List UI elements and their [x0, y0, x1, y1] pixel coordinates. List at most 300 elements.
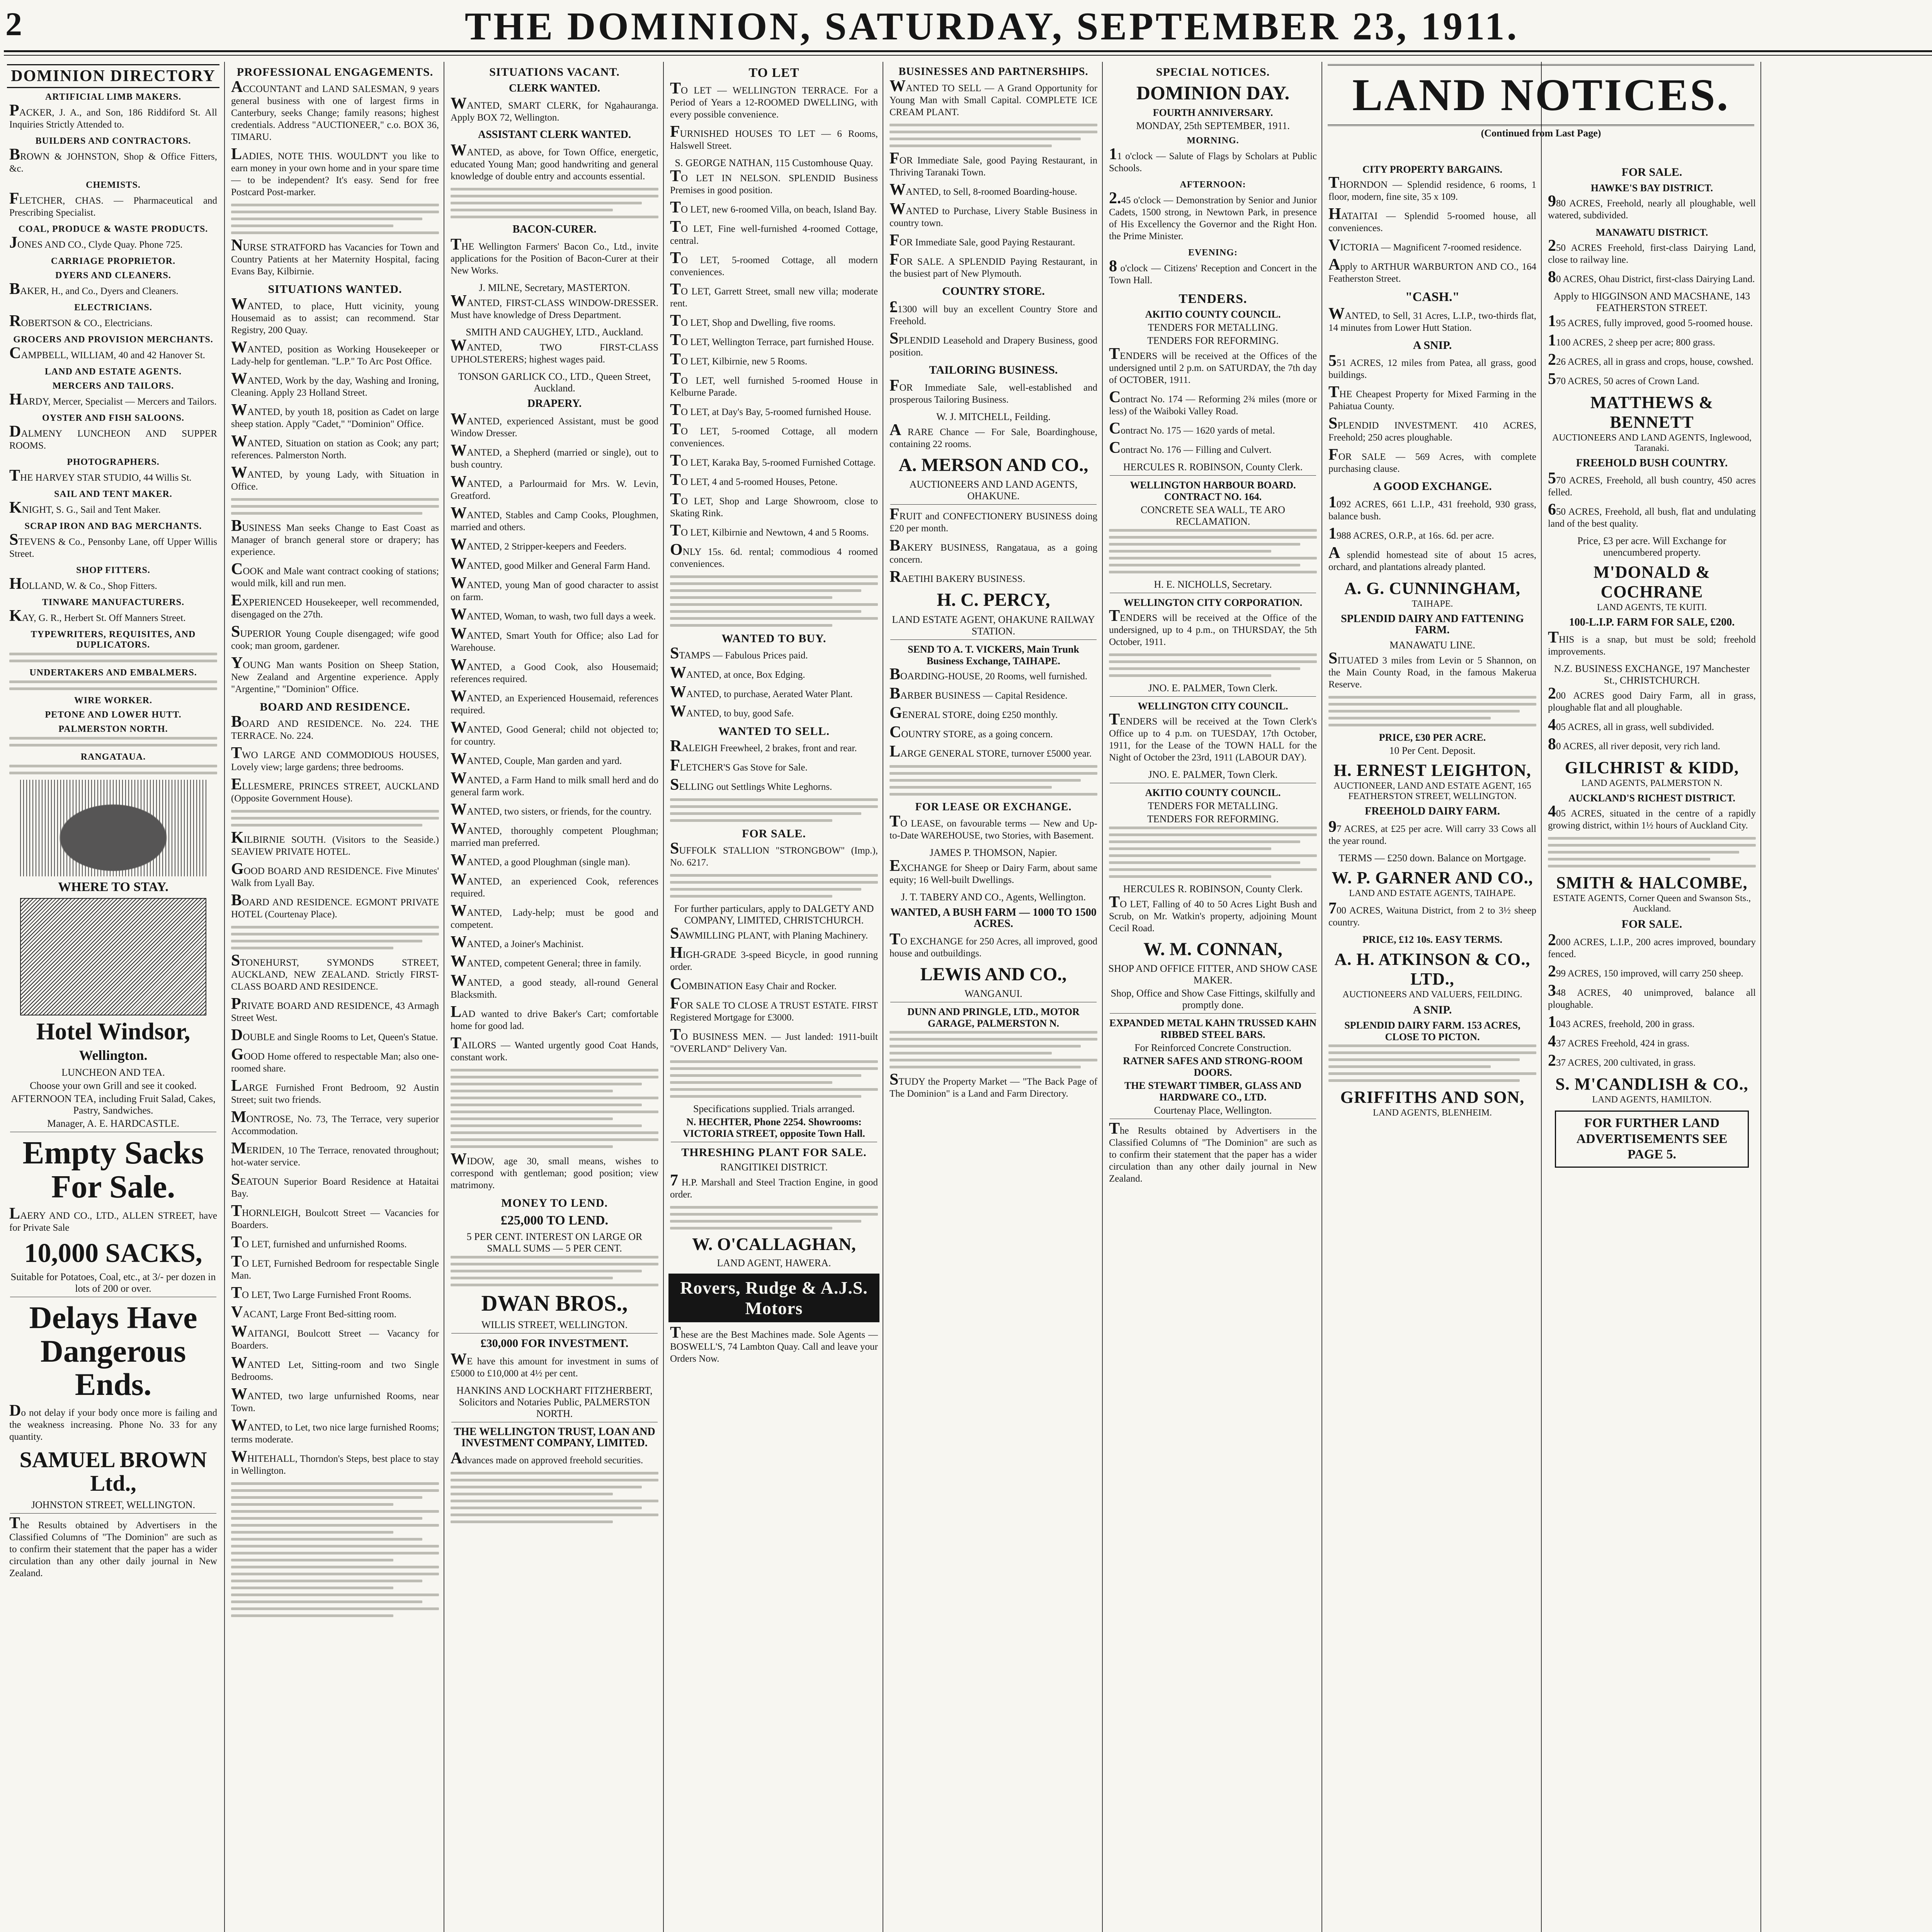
smith-halcombe-role: ESTATE AGENTS, Corner Queen and Swanson Sts., Auckland.: [1553, 893, 1751, 914]
business-ad: BOARDING-HOUSE, 20 Rooms, well furnished.: [889, 665, 1088, 683]
land-notices-title: LAND NOTICES.: [1328, 64, 1754, 126]
directory-category: DYERS AND CLEANERS.: [55, 270, 171, 281]
nz-business-exchange: N.Z. BUSINESS EXCHANGE, 197 Manchester St., CHRISTCHURCH.: [1554, 663, 1750, 686]
results-notice: The Results obtained by Advertisers in the Classified Columns of "The Dominion" are such as to confirm their statement that the paper has a wider circulation than any other daily journal in New Zealand.: [9, 1514, 217, 1578]
divider: [1110, 1013, 1316, 1014]
vacant-signature: SMITH AND CAUGHEY, LTD., Auckland.: [466, 327, 643, 338]
trust-heading: THE WELLINGTON TRUST, LOAN AND INVESTMENT COMPANY, LIMITED.: [454, 1425, 655, 1449]
text-lines: [9, 680, 217, 690]
vacant-ad: LAD wanted to drive Baker's Cart; comfortable home for good lad.: [451, 1003, 658, 1031]
directory-category: LAND AND ESTATE AGENTS.: [44, 367, 182, 377]
cash-heading: "CASH.": [1405, 290, 1460, 304]
land-ad: 437 ACRES Freehold, 424 in grass.: [1548, 1032, 1690, 1050]
afternoon-text: 2.45 o'clock — Demonstration by Senior and Junior Cadets, 1500 strong, in Newtown Park, in presence of His Excellency the Governor and the Right Hon. the Prime Minister.: [1109, 189, 1317, 242]
tailoring-heading: TAILORING BUSINESS.: [929, 363, 1058, 376]
divider: [1110, 475, 1316, 476]
vacant-ad: WANTED, a Joiner's Machinist.: [451, 933, 584, 951]
land-ad: 80 ACRES, Ohau District, first-class Dairying Land.: [1548, 268, 1755, 286]
vacant-heading: CLERK WANTED.: [509, 82, 600, 94]
page-number: 2: [5, 5, 22, 43]
wanted-to-buy-heading: WANTED TO BUY.: [721, 632, 827, 645]
matthews-bennett-role: AUCTIONEERS AND LAND AGENTS, Inglewood, Taranaki.: [1552, 432, 1752, 453]
vacant-ad: WANTED, as above, for Town Office, energetic, educated Young Man; good handwriting and general knowledge of double entry and accounts essential.: [451, 141, 658, 182]
land-ad: A splendid homestead site of about 15 acres, orchard, and plantations already planted.: [1328, 544, 1536, 572]
text-lines: [670, 575, 878, 627]
directory-category: SHOP FITTERS.: [76, 565, 150, 575]
text-lines: [231, 926, 439, 949]
directory-category: RANGATAUA.: [80, 752, 146, 762]
connan-name: W. M. CONNAN,: [1143, 939, 1282, 959]
land-ad: 570 ACRES, Freehold, all bush country, 450 acres felled.: [1548, 469, 1756, 498]
lewis-town: WANGANUI.: [964, 988, 1022, 999]
snip-heading: A SNIP.: [1413, 338, 1452, 352]
board-ad: TWO LARGE AND COMMODIOUS HOUSES, Lovely view; large gardens; three bedrooms.: [231, 744, 439, 772]
to-let-ad: TO LET, Kilbirnie, new 5 Rooms.: [670, 350, 808, 368]
freehold-bush-heading: FREEHOLD BUSH COUNTRY.: [1576, 457, 1728, 469]
board-ad: LARGE Furnished Front Bedroom, 92 Austin Street; suit two friends.: [231, 1077, 439, 1105]
dwan-bros-address: WILLIS STREET, WELLINGTON.: [481, 1319, 628, 1331]
dominion-day-date: MONDAY, 25th SEPTEMBER, 1911.: [1136, 120, 1290, 131]
masthead-rule: [4, 50, 1932, 52]
land-ad: THE Cheapest Property for Mixed Farming in the Pahiatua County.: [1328, 383, 1536, 412]
land-notices-header: [1324, 62, 1758, 155]
morning-text: 11 o'clock — Salute of Flags by Scholars at Public Schools.: [1109, 145, 1317, 173]
vacant-ad: WANTED, Lady-help; must be good and competent.: [451, 901, 658, 930]
gilchrist-kidd-role: LAND AGENTS, PALMERSTON N.: [1581, 778, 1723, 789]
vacant-ad: WANTED, 2 Stripper-keepers and Feeders.: [451, 535, 627, 553]
divider: [890, 639, 1097, 640]
land-ad: FOR SALE — 569 Acres, with complete purchasing clause.: [1328, 446, 1536, 474]
land-ad: 1092 ACRES, 661 L.I.P., 431 freehold, 930 grass, balance bush.: [1328, 493, 1536, 522]
board-residence-heading: BOARD AND RESIDENCE.: [260, 701, 410, 713]
text-lines: [231, 498, 439, 515]
manawatu-district: MANAWATU DISTRICT.: [1595, 226, 1708, 238]
board-ad: WANTED, to Let, two nice large furnished Rooms; terms moderate.: [231, 1417, 439, 1445]
text-lines: [231, 810, 439, 827]
land-ad: THIS is a snap, but must be sold; freehold improvements.: [1548, 629, 1756, 657]
evening-text: 8 o'clock — Citizens' Reception and Concert in the Town Hall.: [1109, 257, 1317, 286]
masthead: [0, 0, 1932, 58]
sell-ad: SELLING out Settlings White Leghorns.: [670, 776, 832, 794]
column-situations-vacant: [446, 62, 663, 1932]
text-lines: [670, 874, 878, 898]
dwan-bros-name: DWAN BROS.,: [481, 1291, 628, 1316]
board-ad: GOOD Home offered to respectable Man; also one-roomed share.: [231, 1046, 439, 1074]
nicholls-signature: H. E. NICHOLLS, Secretary.: [1154, 578, 1272, 590]
board-ad: GOOD BOARD AND RESIDENCE. Five Minutes' Walk from Lyall Bay.: [231, 860, 439, 888]
palmer-signature: JNO. E. PALMER, Town Clerk.: [1148, 769, 1278, 780]
to-let-ad: TO LET, well furnished 5-roomed House in Kelburne Parade.: [670, 370, 878, 398]
board-ad: TO LET, Two Large Furnished Front Rooms.: [231, 1284, 412, 1302]
directory-entry: KNIGHT, S. G., Sail and Tent Maker.: [9, 499, 161, 517]
samuel-brown-name: SAMUEL BROWN Ltd.,: [19, 1447, 207, 1496]
robinson-signature: HERCULES R. ROBINSON, County Clerk.: [1123, 883, 1303, 895]
connan-text: Shop, Office and Show Case Fittings, skilfully and promptly done.: [1111, 987, 1315, 1010]
vacant-ad: WANTED, a Parlourmaid for Mrs. W. Levin, Greatford.: [451, 473, 658, 501]
hotel-line: Manager, A. E. HARDCASTLE.: [47, 1117, 179, 1129]
vacant-ad: WANTED, TWO FIRST-CLASS UPHOLSTERERS; highest wages paid.: [451, 337, 658, 365]
thomson-signature: JAMES P. THOMSON, Napier.: [929, 847, 1058, 858]
leighton-role: AUCTIONEER, LAND AND ESTATE AGENT, 165 FEATHERSTON STREET, WELLINGTON.: [1333, 781, 1531, 802]
directory-entry: THE HARVEY STAR STUDIO, 44 Willis St.: [9, 467, 192, 485]
to-let-ad: ONLY 15s. 6d. rental; commodious 4 roomed conveniences.: [670, 541, 878, 569]
lewis-name: LEWIS AND CO.,: [920, 964, 1067, 985]
board-ad: MONTROSE, No. 73, The Terrace, very superior Accommodation.: [231, 1108, 439, 1136]
sacks-price: Suitable for Potatoes, Coal, etc., at 3/- per dozen in lots of 200 or over.: [10, 1271, 216, 1294]
sacks-text: LAERY AND CO., LTD., ALLEN STREET, have for Private Sale: [9, 1204, 217, 1233]
board-ad: STONEHURST, SYMONDS STREET, AUCKLAND, NEW ZEALAND. Strictly FIRST-CLASS BOARD AND RESIDENCE.: [231, 952, 439, 992]
akitio-council: AKITIO COUNTY COUNCIL.: [1145, 308, 1281, 320]
hotel-name: Hotel Windsor,: [36, 1018, 190, 1045]
samuel-brown-address: JOHNSTON STREET, WELLINGTON.: [31, 1499, 196, 1510]
text-lines: [231, 1482, 439, 1617]
mcdonald-cochrane-role: LAND AGENTS, TE KUITI.: [1597, 602, 1707, 612]
business-ad: BARBER BUSINESS — Capital Residence.: [889, 684, 1068, 702]
tenders-metalling: TENDERS FOR METALLING.: [1148, 800, 1278, 811]
percy-role: LAND ESTATE AGENT, OHAKUNE RAILWAY STATION.: [892, 614, 1095, 637]
directory-category: ARTIFICIAL LIMB MAKERS.: [45, 92, 182, 102]
wanted-ad: WANTED, Work by the day, Washing and Ironing, Cleaning. Apply 23 Holland Street.: [231, 370, 439, 398]
tenders-reforming: TENDERS FOR REFORMING.: [1147, 335, 1279, 346]
tender-ad: Contract No. 175 — 1620 yards of metal.: [1109, 419, 1275, 437]
text-lines: [1109, 653, 1317, 677]
hotel-line: Choose your own Grill and see it cooked.: [30, 1080, 197, 1091]
to-let-agent: S. GEORGE NATHAN, 115 Customhouse Quay.: [675, 157, 873, 168]
merson-role: AUCTIONEERS AND LAND AGENTS, OHAKUNE.: [909, 479, 1078, 502]
city-corporation-heading: WELLINGTON CITY CORPORATION.: [1123, 597, 1303, 608]
sacks-quantity: 10,000 SACKS,: [24, 1238, 202, 1268]
vacant-heading: ASSISTANT CLERK WANTED.: [478, 129, 631, 141]
wanted-to-sell-heading: WANTED TO SELL.: [718, 725, 830, 738]
business-ad: FOR SALE. A SPLENDID Paying Restaurant, in the busiest part of New Plymouth.: [889, 251, 1097, 279]
money-to-lend-heading: MONEY TO LEND.: [501, 1196, 608, 1209]
vacant-signature: J. MILNE, Secretary, MASTERTON.: [479, 282, 630, 294]
sale-ad: HIGH-GRADE 3-speed Bicycle, in good running order.: [670, 944, 878, 972]
city-council-text: TENDERS will be received at the Town Clerk's Office up to 4 p.m. on TUESDAY, 17th October, 1911, for the Lease of the TOWN HALL for the Night of October the 23rd, 1911 (LABOUR DAY).: [1109, 710, 1317, 763]
dominion-day-heading: DOMINION DAY.: [1136, 82, 1290, 104]
city-corporation-text: TENDERS will be received at the Office of the undersigned, up to 4 p.m., on THURSDAY, the 5th October, 1911.: [1109, 607, 1317, 647]
land-ad: 195 ACRES, fully improved, good 5-roomed house.: [1548, 312, 1753, 330]
directory-entry: HARDY, Mercer, Specialist — Mercers and Tailors.: [9, 391, 217, 408]
board-ad: BOARD AND RESIDENCE. EGMONT PRIVATE HOTEL (Courtenay Place).: [231, 891, 439, 920]
land-ad: 299 ACRES, 150 improved, will carry 250 sheep.: [1548, 962, 1743, 980]
sale-ad: TO BUSINESS MEN. — Just landed: 1911-built "OVERLAND" Delivery Van.: [670, 1026, 878, 1054]
directory-category: TINWARE MANUFACTURERS.: [42, 597, 185, 607]
vacant-ad: WANTED, an experienced Cook, references required.: [451, 870, 658, 899]
directory-category: COAL, PRODUCE & WASTE PRODUCTS.: [18, 224, 208, 234]
mcdonald-cochrane-name: M'DONALD & COCHRANE: [1593, 562, 1711, 601]
directory-category: PHOTOGRAPHERS.: [67, 457, 160, 467]
vacant-ad: WANTED, a Good Cook, also Housemaid; references required.: [451, 656, 658, 684]
to-let-ad: TO LET, Shop and Large Showroom, close to Skating Rink.: [670, 490, 878, 519]
business-ad: WANTED to Purchase, Livery Stable Business in country town.: [889, 200, 1097, 228]
land-ad: 200 ACRES good Dairy Farm, all in grass, ploughable flat and all ploughable.: [1548, 685, 1756, 713]
business-ad: FOR Immediate Sale, good Paying Restaurant, in Thriving Taranaki Town.: [889, 150, 1097, 178]
snip-heading: A SNIP.: [1413, 1003, 1452, 1016]
directory-entry: CAMPBELL, WILLIAM, 40 and 42 Hanover St.: [9, 344, 205, 362]
vacant-ad: WANTED, Woman, to wash, two full days a week.: [451, 605, 656, 623]
directory-entry: BAKER, H., and Co., Dyers and Cleaners.: [9, 280, 179, 298]
land-ad: 1988 ACRES, O.R.P., at 16s. 6d. per acre.: [1328, 524, 1494, 543]
vacant-ad: WANTED, two sisters, or friends, for the country.: [451, 800, 652, 818]
business-ad: BAKERY BUSINESS, Rangataua, as a going concern.: [889, 537, 1097, 565]
sale-note: Specifications supplied. Trials arranged.: [693, 1103, 855, 1114]
dairy-deposit: 10 Per Cent. Deposit.: [1389, 745, 1476, 757]
vacant-ad: WANTED, good Milker and General Farm Hand.: [451, 554, 650, 573]
column-special-notices: [1104, 62, 1321, 1932]
expanded-metal-heading: EXPANDED METAL KAHN TRUSSED KAHN RIBBED STEEL BARS.: [1109, 1017, 1316, 1040]
land-ad: 348 ACRES, 40 unimproved, balance all ploughable.: [1548, 981, 1756, 1010]
hotel-windsor-illustration: [20, 898, 206, 1015]
lend-text: 5 PER CENT. INTEREST ON LARGE OR SMALL SUMS — 5 PER CENT.: [466, 1231, 643, 1254]
to-let-ad: TO LET, Karaka Bay, 5-roomed Furnished Cottage.: [670, 452, 876, 469]
for-sale-heading: FOR SALE.: [1621, 918, 1682, 931]
further-land-ads-notice: FOR FURTHER LAND ADVERTISEMENTS SEE PAGE 5.: [1555, 1111, 1749, 1168]
anniversary: FOURTH ANNIVERSARY.: [1153, 107, 1273, 118]
stewart-address: Courtenay Place, Wellington.: [1154, 1104, 1272, 1116]
rovers-text: These are the Best Machines made. Sole Agents — BOSWELL'S, 74 Lambton Quay. Call and leave your Orders Now.: [670, 1324, 878, 1364]
business-signature: W. J. MITCHELL, Feilding.: [936, 411, 1051, 422]
hawkes-bay-district: HAWKE'S BAY DISTRICT.: [1590, 182, 1713, 194]
leighton-name: H. ERNEST LEIGHTON,: [1333, 761, 1531, 780]
vacant-ad: WANTED, a Farm Hand to milk small herd and do general farm work.: [451, 769, 658, 798]
buy-ad: WANTED, to purchase, Aerated Water Plant.: [670, 683, 853, 701]
column-divider: [1321, 62, 1322, 1932]
board-ad: MERIDEN, 10 The Terrace, renovated throughout; hot-water service.: [231, 1139, 439, 1168]
business-ad: WANTED, to Sell, 8-roomed Boarding-house.: [889, 181, 1077, 199]
wanted-ad: SUPERIOR Young Couple disengaged; wife good cook; man groom, gardener.: [231, 623, 439, 651]
directory-category: ELECTRICIANS.: [74, 303, 152, 313]
text-lines: [1328, 696, 1536, 726]
land-ad: 1100 ACRES, 2 sheep per acre; 800 grass.: [1548, 331, 1715, 349]
garner-role: LAND AND ESTATE AGENTS, TAIHAPE.: [1349, 888, 1516, 898]
land-ad: 570 ACRES, 50 acres of Crown Land.: [1548, 370, 1699, 388]
board-ad: DOUBLE and Single Rooms to Let, Queen's Statue.: [231, 1026, 438, 1044]
directory-category: WIRE WORKER.: [74, 696, 153, 706]
businesses-heading: BUSINESSES AND PARTNERSHIPS.: [898, 66, 1088, 78]
ratner-safes: RATNER SAFES AND STRONG-ROOM DOORS.: [1123, 1055, 1303, 1078]
dairy-price: PRICE, £30 PER ACRE.: [1379, 732, 1486, 743]
land-ad: 700 ACRES, Waituna District, from 2 to 3½ sheep country.: [1328, 899, 1536, 928]
to-let-ad: TO LET, Wellington Terrace, part furnished House.: [670, 331, 874, 349]
vacant-ad: WANTED, competent General; three in family.: [451, 952, 641, 970]
wanted-ad: WANTED, by youth 18, position as Cadet on large sheep station. Apply "Cadet," "Dominion" Office.: [231, 401, 439, 429]
sell-ad: RALEIGH Freewheel, 2 brakes, front and rear.: [670, 737, 857, 755]
business-ad: SPLENDID Leasehold and Drapery Business, good position.: [889, 329, 1097, 358]
mcandlish-name: S. M'CANDLISH & CO.,: [1555, 1074, 1748, 1094]
vacant-ad: WANTED, thoroughly competent Ploughman; married man preferred.: [451, 820, 658, 848]
business-ad: FOR Immediate Sale, well-established and prosperous Tailoring Business.: [889, 377, 1097, 405]
city-council-heading: WELLINGTON CITY COUNCIL.: [1138, 700, 1288, 712]
vacant-ad: WANTED, experienced Assistant, must be good Window Dresser.: [451, 410, 658, 439]
study-notice: STUDY the Property Market — "The Back Page of The Dominion" is a Land and Farm Directory.: [889, 1070, 1097, 1099]
wanted-ad: WANTED, by young Lady, with Situation in Office.: [231, 464, 439, 492]
to-let-ad: TO LET, Shop and Dwelling, five rooms.: [670, 312, 836, 330]
land-ad: Apply to ARTHUR WARBURTON AND CO., 164 Featherston Street.: [1328, 256, 1536, 284]
land-ad: VICTORIA — Magnificent 7-roomed residence.: [1328, 236, 1522, 254]
text-lines: [9, 737, 217, 747]
column-directory: [5, 62, 222, 1932]
directory-entry: BROWN & JOHNSTON, Shop & Office Fitters, &c.: [9, 146, 217, 174]
wanted-ad: YOUNG Man wants Position on Sheep Station, New Zealand and Argentine experience. Apply "Argentine," "Dominion" Office.: [231, 654, 439, 694]
higginson-contact: Apply to HIGGINSON AND MACSHANE, 143 FEATHERSTON STREET.: [1553, 290, 1750, 313]
business-ad: RAETIHI BAKERY BUSINESS.: [889, 568, 1025, 586]
atkinson-name: A. H. ATKINSON & CO., LTD.,: [1334, 949, 1531, 988]
column-divider: [663, 62, 664, 1932]
wanted-ad: WANTED, position as Working Housekeeper or Lady-help for gentleman. "L.P." To Arc Post Office.: [231, 338, 439, 367]
land-ad: 980 ACRES, Freehold, nearly all ploughable, well watered, subdivided.: [1548, 192, 1756, 221]
board-ad: ELLESMERE, PRINCES STREET, AUCKLAND (Opposite Government House).: [231, 776, 439, 804]
fd-terms: TERMS — £250 down. Balance on Mortgage.: [1338, 852, 1526, 864]
text-lines: [670, 1060, 878, 1098]
vacant-ad: WANTED, a good steady, all-round General Blacksmith.: [451, 971, 658, 1000]
directory-category: CHEMISTS.: [86, 180, 141, 190]
lease-heading: FOR LEASE OR EXCHANGE.: [915, 801, 1072, 813]
column-to-let: [665, 62, 883, 1932]
business-ad: GENERAL STORE, doing £250 monthly.: [889, 704, 1058, 722]
text-lines: [451, 188, 658, 218]
directory-category: BUILDERS AND CONTRACTORS.: [35, 136, 191, 146]
wanted-ad: BUSINESS Man seeks Change to East Coast as Manager of branch general store or drapery; has experience.: [231, 517, 439, 557]
city-bargains-heading: CITY PROPERTY BARGAINS.: [1362, 164, 1502, 175]
buy-ad: WANTED, at once, Box Edging.: [670, 664, 805, 682]
garner-name: W. P. GARNER AND CO.,: [1332, 868, 1533, 887]
column-divider: [1760, 62, 1761, 1932]
board-ad: TO LET, furnished and unfurnished Rooms.: [231, 1233, 407, 1251]
masthead-rule-thin: [4, 55, 1932, 56]
board-ad: VACANT, Large Front Bed-sitting room.: [231, 1303, 396, 1321]
threshing-heading: THRESHING PLANT FOR SALE.: [681, 1146, 867, 1159]
vacant-ad: WANTED, FIRST-CLASS WINDOW-DRESSER. Must have knowledge of Dress Department.: [451, 292, 658, 321]
board-ad: WANTED, two large unfurnished Rooms, near Town.: [231, 1385, 439, 1413]
to-let-ad: TO LET, Fine well-furnished 4-roomed Cottage, central.: [670, 218, 878, 246]
splendid-dairy-heading: SPLENDID DAIRY AND FATTENING FARM.: [1341, 612, 1524, 636]
directory-entry: STEVENS & Co., Pensonby Lane, off Upper Willis Street.: [9, 531, 217, 559]
directory-category: GROCERS AND PROVISION MERCHANTS.: [13, 335, 213, 345]
vacant-signature: TONSON GARLICK CO., LTD., Queen Street, Auckland.: [458, 371, 651, 394]
board-ad: TO LET, Furnished Bedroom for respectable Single Man.: [231, 1253, 439, 1281]
smith-halcombe-name: SMITH & HALCOMBE,: [1556, 873, 1748, 893]
text-lines: [9, 765, 217, 774]
hotel-line: AFTERNOON TEA, including Fruit Salad, Cakes, Pastry, Sandwiches.: [11, 1093, 216, 1116]
land-ad: 237 ACRES, 200 cultivated, in grass.: [1548, 1051, 1696, 1070]
widow-ad: WIDOW, age 30, small means, wishes to correspond with gentleman; good position; view matrimony.: [451, 1150, 658, 1190]
bush-falling-ad: TO LET, Falling of 40 to 50 Acres Light Bush and Scrub, on Mr. Watkin's property, adjoining Mount Cecil Road.: [1109, 893, 1317, 934]
trust-text: Advances made on approved freehold securities.: [451, 1449, 643, 1468]
land-ad: SPLENDID INVESTMENT. 410 ACRES, Freehold; 250 acres ploughable.: [1328, 415, 1536, 443]
sale-ad: COMBINATION Easy Chair and Rocker.: [670, 975, 837, 993]
to-let-ad: TO LET, new 6-roomed Villa, on beach, Island Bay.: [670, 199, 877, 216]
column-land-1: [1324, 162, 1541, 1932]
directory-category: CARRIAGE PROPRIETOR.: [51, 256, 176, 266]
morning-heading: MORNING.: [1187, 135, 1239, 146]
text-lines: [1548, 837, 1756, 867]
land-notices-continued: (Continued from Last Page): [1481, 128, 1601, 139]
dunn-pringle: DUNN AND PRINGLE, LTD., MOTOR GARAGE, PALMERSTON N.: [907, 1006, 1080, 1029]
hotel-line: LUNCHEON AND TEA.: [61, 1066, 165, 1078]
directory-heading: DOMINION DIRECTORY: [7, 64, 219, 88]
hotel-city: Wellington.: [79, 1047, 148, 1063]
board-ad: WHITEHALL, Thorndon's Steps, best place to stay in Wellington.: [231, 1448, 439, 1476]
directory-entry: JONES AND CO., Clyde Quay. Phone 725.: [9, 234, 183, 252]
text-lines: [1109, 827, 1317, 878]
hankins-lockhart: HANKINS AND LOCKHART FITZHERBERT, Solicitors and Notaries Public, PALMERSTON NORTH.: [456, 1384, 653, 1419]
board-ad: THORNLEIGH, Boulcott Street — Vacancies for Boarders.: [231, 1202, 439, 1230]
rovers-motors-banner: Rovers, Rudge & A.J.S. Motors: [668, 1274, 879, 1322]
directory-category: SAIL AND TENT MAKER.: [54, 489, 172, 499]
text-lines: [889, 765, 1097, 796]
threshing-district: RANGITIKEI DISTRICT.: [720, 1162, 828, 1173]
column-professional: [226, 62, 444, 1932]
land-ad: 80 ACRES, all river deposit, very rich land.: [1548, 735, 1720, 753]
tenders-metalling: TENDERS FOR METALLING.: [1148, 321, 1278, 333]
business-ad: COUNTRY STORE, as a going concern.: [889, 723, 1053, 741]
vacant-ad: TAILORS — Wanted urgently good Coat Hands, constant work.: [451, 1034, 658, 1063]
text-lines: [670, 798, 878, 822]
text-lines: [1328, 1044, 1536, 1082]
investment-heading: £30,000 FOR INVESTMENT.: [480, 1337, 629, 1350]
tabery-signature: J. T. TABERY AND CO., Agents, Wellington.: [901, 891, 1086, 903]
land-ad: THORNDON — Splendid residence, 6 rooms, 1 floor, modern, fine site, 35 x 109.: [1328, 174, 1536, 202]
professional-heading: PROFESSIONAL ENGAGEMENTS.: [236, 66, 434, 78]
classified-ad: NURSE STRATFORD has Vacancies for Town and Country Patients at her Maternity Hospital, facing Evans Bay, Kilbirnie.: [231, 236, 439, 277]
good-exchange-heading: A GOOD EXCHANGE.: [1373, 480, 1492, 493]
board-ad: WANTED Let, Sitting-room and two Single Bedrooms.: [231, 1354, 439, 1382]
land-ad: SITUATED 3 miles from Levin or 5 Shannon, on the Main County Road, in the famous Makerua Reserve.: [1328, 650, 1536, 690]
bush-price: Price, £3 per acre. Will Exchange for unencumbered property.: [1577, 535, 1726, 558]
expanded-metal-sub: For Reinforced Concrete Construction.: [1134, 1042, 1291, 1053]
vacant-ad: WANTED, Smart Youth for Office; also Lad for Warehouse.: [451, 624, 658, 653]
directory-category: PETONE AND LOWER HUTT.: [45, 710, 182, 720]
text-lines: [889, 124, 1097, 147]
business-ad: £1300 will buy an excellent Country Store and Freehold.: [889, 298, 1097, 327]
business-ad: LARGE GENERAL STORE, turnover £5000 year.: [889, 742, 1092, 760]
griffiths-name: GRIFFITHS AND SON,: [1340, 1088, 1525, 1107]
vacant-ad: WANTED, Stables and Camp Cooks, Ploughmen, married and others.: [451, 504, 658, 532]
text-lines: [451, 1472, 658, 1523]
tenders-reforming: TENDERS FOR REFORMING.: [1147, 813, 1279, 825]
vacant-ad: WANTED, a Shepherd (married or single), out to bush country.: [451, 441, 658, 470]
exchange-text: EXCHANGE for Sheep or Dairy Farm, about same equity; 16 Well-built Dwellings.: [889, 857, 1097, 885]
land-ad: 2000 ACRES, L.I.P., 200 acres improved, boundary fenced.: [1548, 931, 1756, 959]
column-businesses: [885, 62, 1102, 1932]
hechter-contact: N. HECHTER, Phone 2254. Showrooms: VICTORIA STREET, opposite Town Hall.: [683, 1116, 865, 1139]
bush-farm-text: TO EXCHANGE for 250 Acres, all improved, good house and outbuildings.: [889, 930, 1097, 959]
vacant-heading: DRAPERY.: [527, 398, 582, 410]
auckland-heading: AUCKLAND'S RICHEST DISTRICT.: [1568, 793, 1735, 804]
directory-entry: KAY, G. R., Herbert St. Off Manners Street.: [9, 607, 186, 625]
evening-heading: EVENING:: [1188, 247, 1238, 258]
directory-category: MERCERS AND TAILORS.: [52, 381, 174, 391]
vacant-ad: WANTED, SMART CLERK, for Ngahauranga. Apply BOX 72, Wellington.: [451, 95, 658, 123]
buy-ad: STAMPS — Fabulous Prices paid.: [670, 645, 808, 662]
board-ad: WAITANGI, Boulcott Street — Vacancy for Boarders.: [231, 1323, 439, 1351]
situations-vacant-heading: SITUATIONS VACANT.: [489, 66, 620, 78]
ocallaghan-role: LAND AGENT, HAWERA.: [717, 1257, 831, 1269]
newspaper-title: THE DOMINION, SATURDAY, SEPTEMBER 23, 1911.: [464, 5, 1519, 48]
column-land-2: [1543, 162, 1760, 1932]
board-ad: PRIVATE BOARD AND RESIDENCE, 43 Armagh Street West.: [231, 995, 439, 1023]
business-ad: FOR Immediate Sale, good Paying Restaurant.: [889, 231, 1075, 249]
directory-entry: PACKER, J. A., and Son, 186 Riddiford St. All Inquiries Strictly Attended to.: [9, 102, 217, 130]
where-to-stay-illustration: [20, 780, 206, 876]
vacant-ad: WANTED, Couple, Man garden and yard.: [451, 750, 622, 768]
vacant-ad: WANTED, young Man of good character to assist on farm.: [451, 574, 658, 602]
threshing-text: 7 H.P. Marshall and Steel Traction Engine, in good order.: [670, 1172, 878, 1200]
manawatu-line: MANAWATU LINE.: [1389, 639, 1475, 651]
to-let-ad: TO LET, at Day's Bay, 5-roomed furnished House.: [670, 401, 871, 419]
to-let-ad: TO LET, Garrett Street, small new villa; moderate rent.: [670, 281, 878, 309]
